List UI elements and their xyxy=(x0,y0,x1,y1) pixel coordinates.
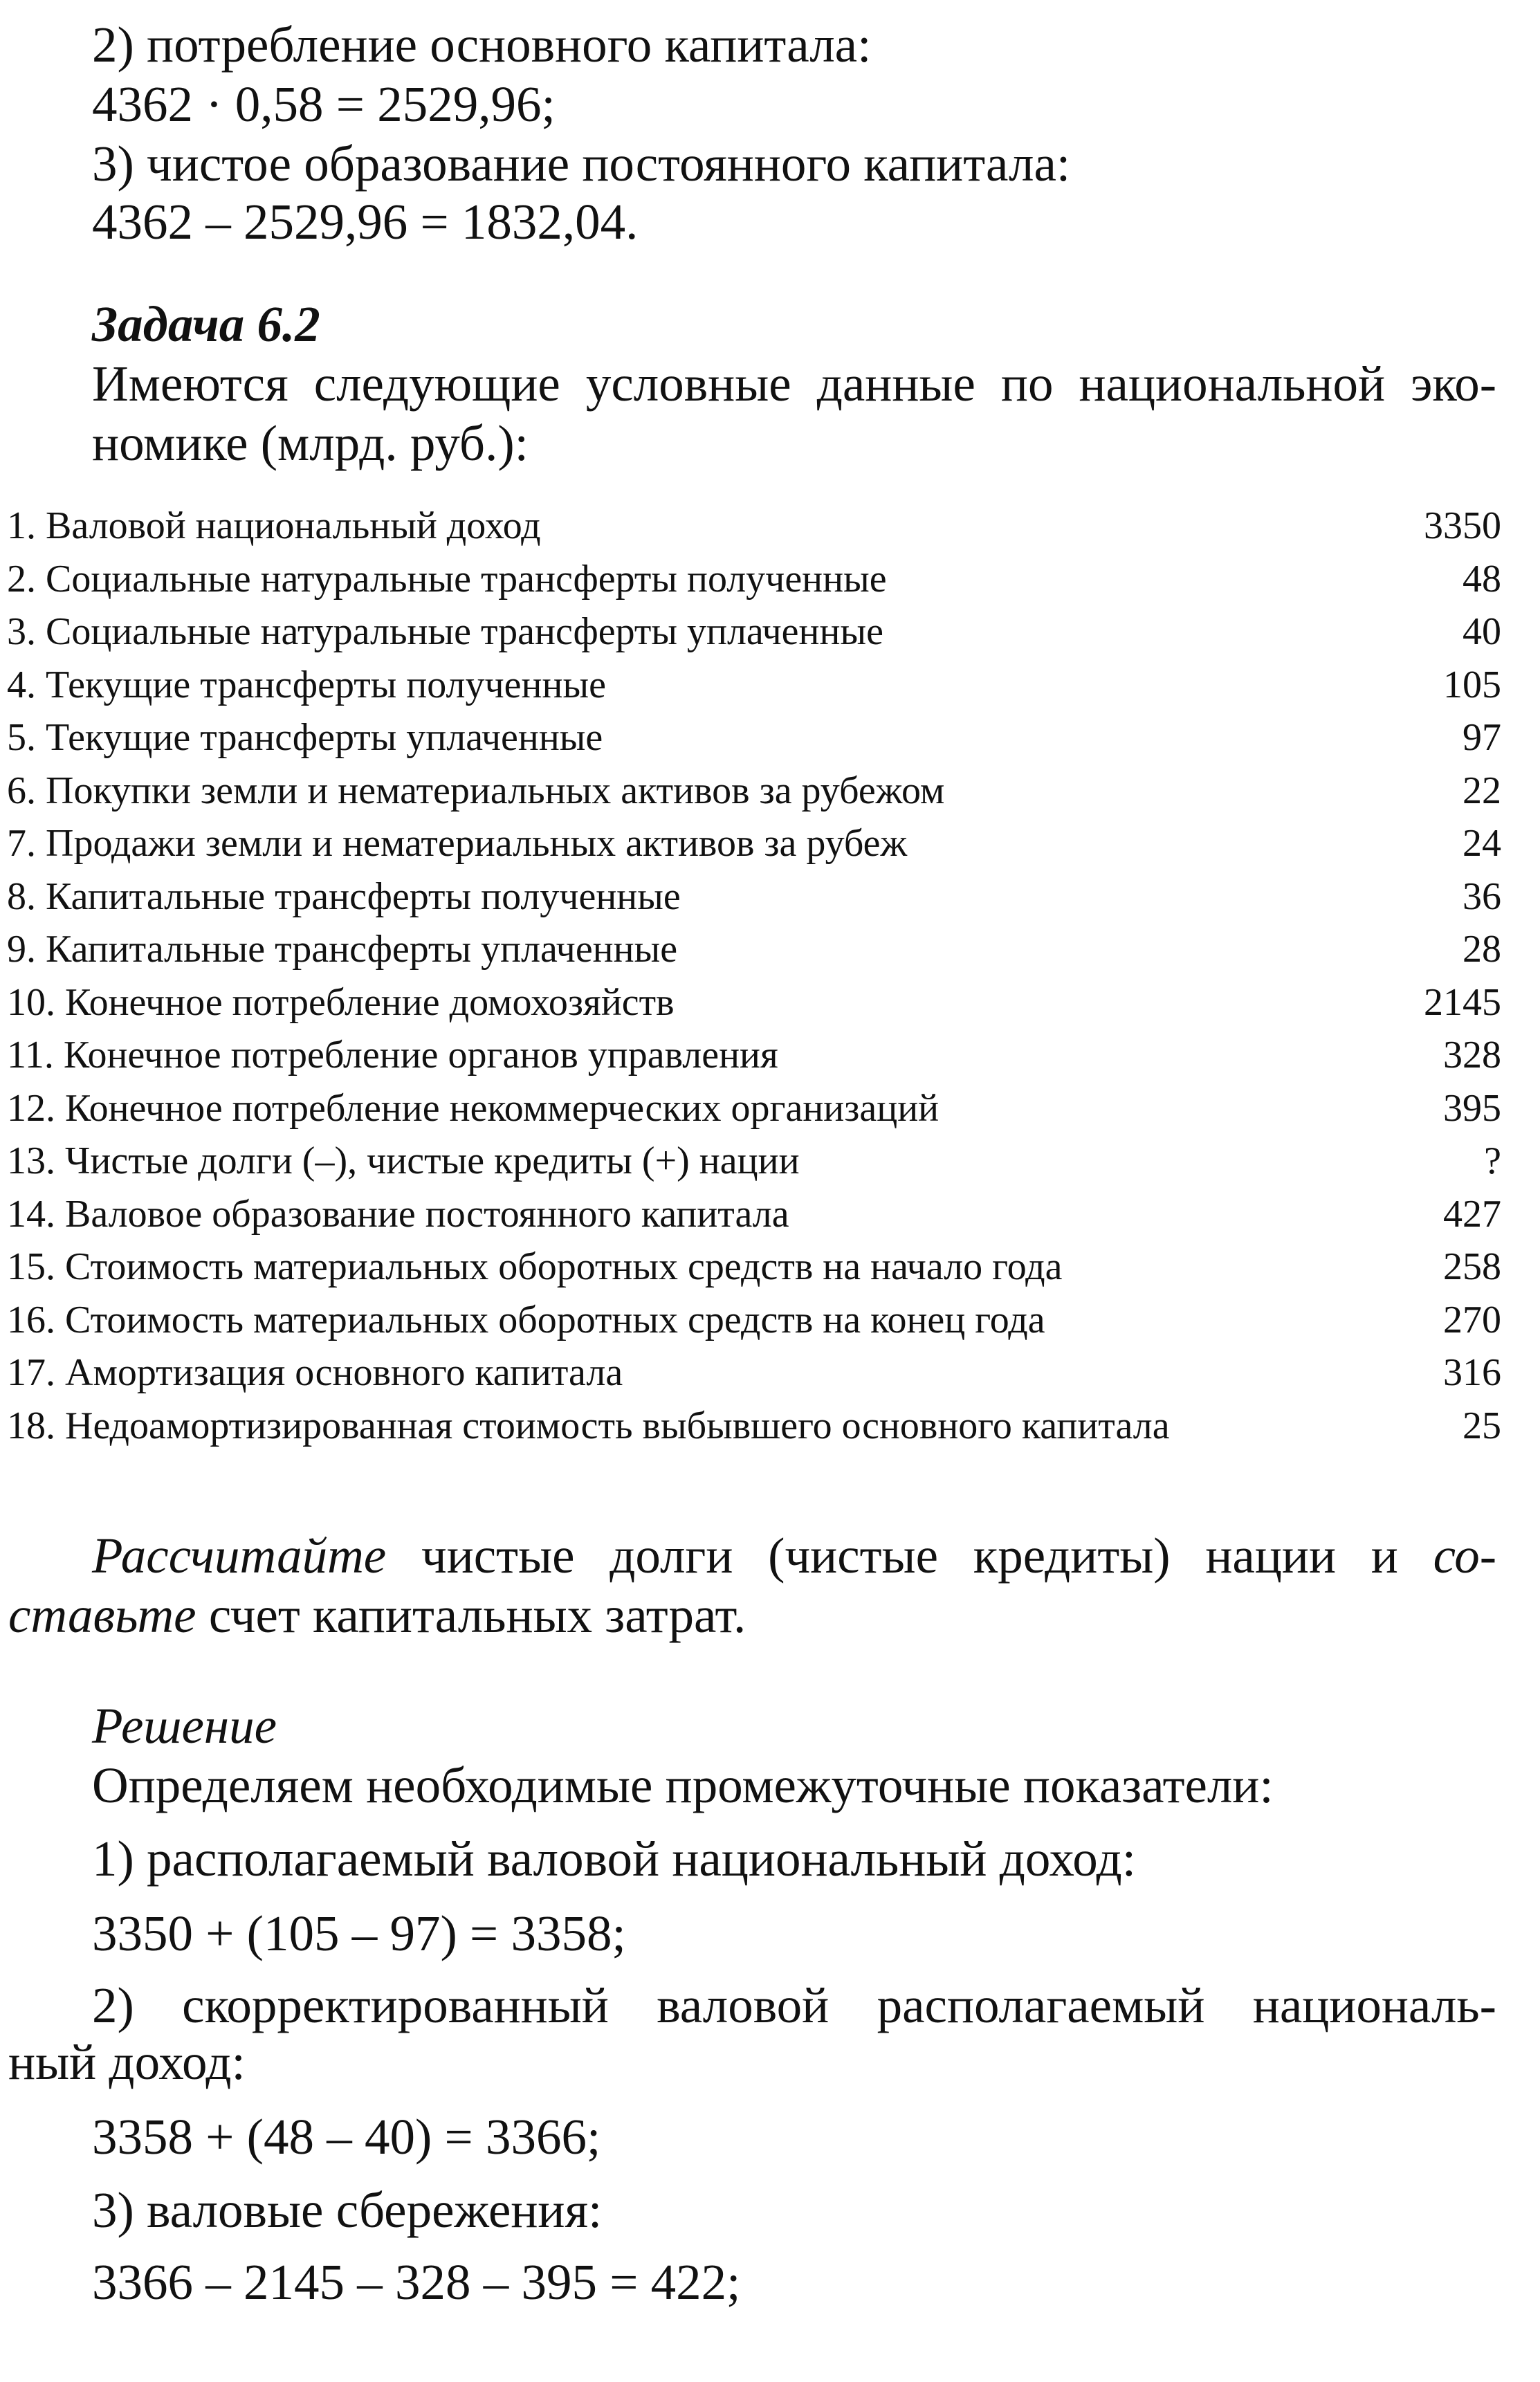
table-row xyxy=(7,1400,1501,1453)
row-label: 12. Конечное потребление некоммерческих организаций xyxy=(7,1086,939,1130)
row-label: 14. Валовое образование постоянного капитала xyxy=(7,1192,789,1236)
solution-line-3: 3350 + (105 – 97) = 3358; xyxy=(92,1905,626,1961)
instruction-line-2 xyxy=(8,1587,746,1643)
table-row xyxy=(7,1082,1501,1135)
row-label: 15. Стоимость материальных оборотных средств на начало года xyxy=(7,1245,1063,1288)
row-value: 48 xyxy=(1463,557,1501,601)
row-label: 4. Текущие трансферты полученные xyxy=(7,663,606,706)
task-intro-line-2: номике (млрд. руб.): xyxy=(92,415,529,471)
intro-line-2: 4362 · 0,58 = 2529,96; xyxy=(92,76,556,132)
table-row xyxy=(7,1346,1501,1400)
row-value: 395 xyxy=(1443,1086,1501,1130)
solution-line-8: 3366 – 2145 – 328 – 395 = 422; xyxy=(92,2254,741,2310)
row-value: 270 xyxy=(1443,1298,1501,1341)
table-row xyxy=(7,923,1501,976)
intro-line-4: 4362 – 2529,96 = 1832,04. xyxy=(92,194,639,250)
row-label: 3. Социальные натуральные трансферты уплаченные xyxy=(7,610,883,653)
solution-line-7: 3) валовые сбережения: xyxy=(92,2182,603,2238)
table-row xyxy=(7,711,1501,764)
row-value: 28 xyxy=(1463,928,1501,971)
intro-line-1: 2) потребление основного капитала: xyxy=(92,17,872,73)
row-label: 7. Продажи земли и нематериальных активов за рубеж xyxy=(7,822,908,865)
solution-line-4: 2) скорректированный валовой располагаемый националь- xyxy=(92,1977,1496,2033)
row-value: 3350 xyxy=(1424,504,1501,547)
solution-line-1: Определяем необходимые промежуточные показатели: xyxy=(92,1757,1274,1813)
row-value: 316 xyxy=(1443,1351,1501,1394)
table-row xyxy=(7,764,1501,818)
row-value: 105 xyxy=(1443,663,1501,706)
solution-line-5: ный доход: xyxy=(8,2034,246,2090)
row-value: 328 xyxy=(1443,1034,1501,1077)
row-label: 9. Капитальные трансферты уплаченные xyxy=(7,928,678,971)
row-value: 22 xyxy=(1463,769,1501,812)
row-label: 18. Недоамортизированная стоимость выбывшего основного капитала xyxy=(7,1404,1170,1447)
data-table xyxy=(7,500,1501,1452)
row-label: 13. Чистые долги (–), чистые кредиты (+) нации xyxy=(7,1139,800,1182)
task-heading: Задача 6.2 xyxy=(92,296,320,352)
row-label: 1. Валовой национальный доход xyxy=(7,504,541,547)
task-intro-line-1: Имеются следующие условные данные по национальной эко- xyxy=(92,356,1496,412)
instruction-verb-compose-part1: со- xyxy=(1433,1528,1497,1584)
row-value: 258 xyxy=(1443,1245,1501,1288)
row-value: 40 xyxy=(1463,610,1501,653)
row-label: 17. Амортизация основного капитала xyxy=(7,1351,623,1394)
table-row xyxy=(7,1294,1501,1347)
row-label: 11. Конечное потребление органов управления xyxy=(7,1034,778,1077)
row-label: 5. Текущие трансферты уплаченные xyxy=(7,716,603,759)
table-row xyxy=(7,870,1501,924)
instruction-verb-calculate: Рассчитайте xyxy=(92,1528,387,1584)
instruction-line-1 xyxy=(92,1528,1497,1584)
table-row xyxy=(7,500,1501,553)
row-label: 10. Конечное потребление домохозяйств xyxy=(7,980,675,1024)
row-value: 97 xyxy=(1463,716,1501,759)
row-value: 427 xyxy=(1443,1192,1501,1236)
table-row xyxy=(7,553,1501,606)
table-row xyxy=(7,817,1501,870)
table-row xyxy=(7,1188,1501,1241)
table-row xyxy=(7,1135,1501,1188)
row-value: 24 xyxy=(1463,822,1501,865)
row-value: 36 xyxy=(1463,874,1501,918)
table-row xyxy=(7,659,1501,712)
table-row xyxy=(7,605,1501,659)
solution-line-6: 3358 + (48 – 40) = 3366; xyxy=(92,2109,601,2165)
row-value: ? xyxy=(1484,1139,1501,1182)
row-label: 8. Капитальные трансферты полученные xyxy=(7,874,681,918)
table-row xyxy=(7,976,1501,1029)
instruction-text-2: счет капитальных затрат. xyxy=(208,1587,746,1643)
solution-line-2: 1) располагаемый валовой национальный доход: xyxy=(92,1831,1137,1887)
intro-line-3: 3) чистое образование постоянного капитала: xyxy=(92,136,1071,192)
table-row xyxy=(7,1240,1501,1294)
table-row xyxy=(7,1029,1501,1082)
row-label: 2. Социальные натуральные трансферты полученные xyxy=(7,557,887,601)
row-label: 6. Покупки земли и нематериальных активов за рубежом xyxy=(7,769,945,812)
solution-heading: Решение xyxy=(92,1698,277,1754)
instruction-text-1: чистые долги (чистые кредиты) нации и xyxy=(421,1528,1398,1584)
instruction-verb-compose-part2: ставьте xyxy=(8,1587,196,1643)
row-label: 16. Стоимость материальных оборотных средств на конец года xyxy=(7,1298,1045,1341)
row-value: 25 xyxy=(1463,1404,1501,1447)
row-value: 2145 xyxy=(1424,980,1501,1024)
